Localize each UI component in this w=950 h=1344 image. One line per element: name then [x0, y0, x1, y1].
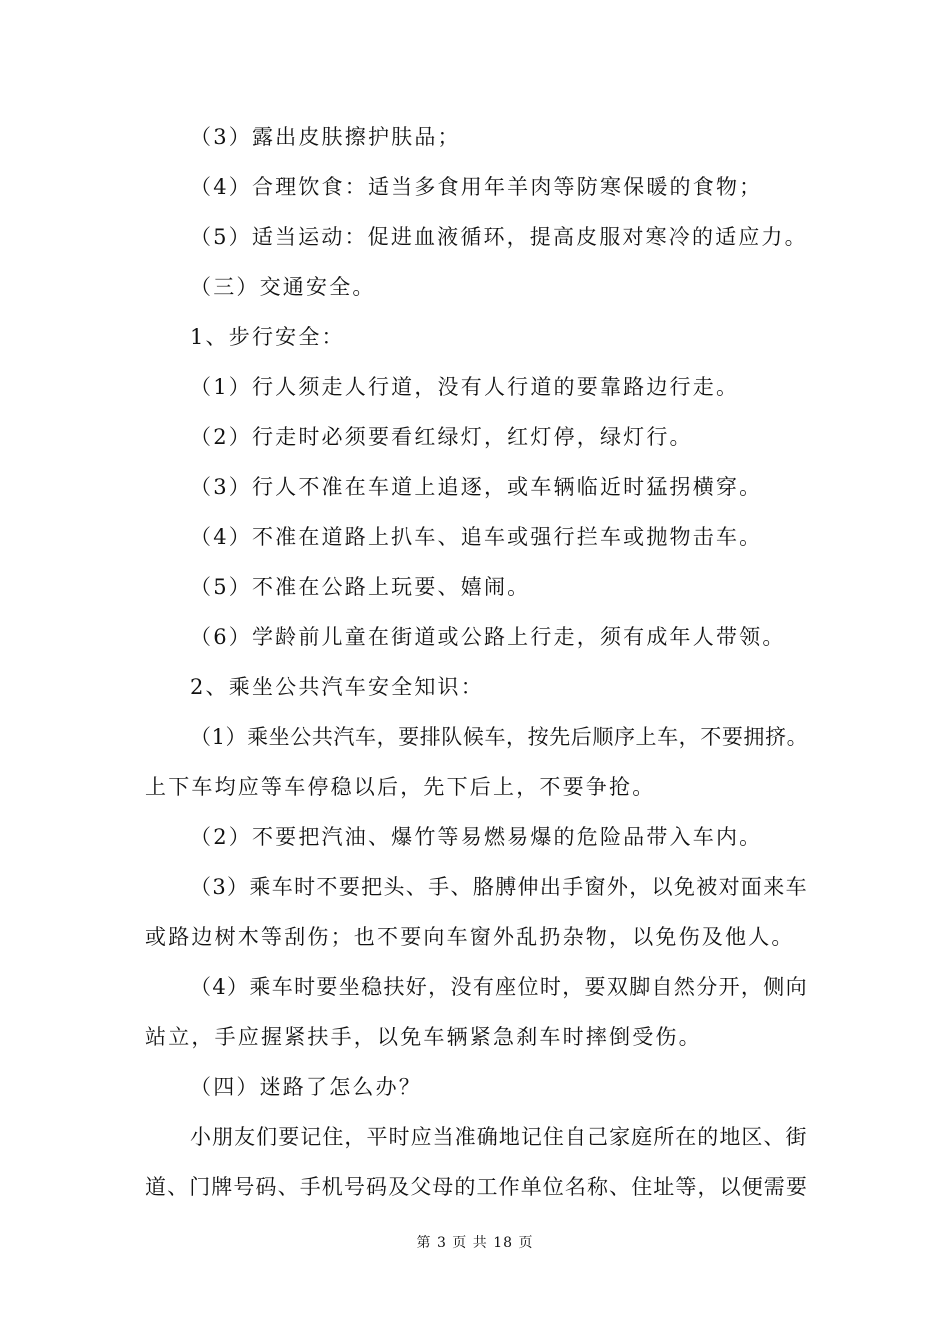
text-line: （1）行人须走人行道，没有人行道的要靠路边行走。 [190, 375, 740, 399]
text-line: （3）行人不准在车道上追逐，或车辆临近时猛拐横穿。 [190, 475, 763, 499]
text-line: （4）不准在道路上扒车、追车或强行拦车或抛物击车。 [190, 525, 763, 549]
section-heading: （四）迷路了怎么办？ [190, 1075, 422, 1099]
text-line: （5）不准在公路上玩要、嬉闹。 [190, 575, 531, 599]
text-line: （3）露出皮肤擦护肤品； [190, 125, 461, 149]
text-line: （1）乘坐公共汽车，要排队候车，按先后顺序上车，不要拥挤。 [190, 725, 809, 749]
text-line: 道、门牌号码、手机号码及父母的工作单位名称、住址等，以便需要 [145, 1175, 808, 1199]
subsection-heading: 2、乘坐公共汽车安全知识： [190, 675, 484, 699]
text-line: （4）合理饮食：适当多食用年羊肉等防寒保暖的食物； [190, 175, 763, 199]
page-number-footer: 第 3 页 共 18 页 [416, 1235, 534, 1251]
text-line: 或路边树木等刮伤；也不要向车窗外乱扔杂物，以免伤及他人。 [145, 925, 795, 949]
subsection-heading: 1、步行安全： [190, 325, 345, 349]
text-line: 小朋友们要记住，平时应当准确地记住自己家庭所在的地区、街 [190, 1125, 808, 1149]
text-line: （2）不要把汽油、爆竹等易燃易爆的危险品带入车内。 [190, 825, 763, 849]
text-line: 站立，手应握紧扶手，以免车辆紧急刹车时摔倒受伤。 [145, 1025, 702, 1049]
text-line: （4）乘车时要坐稳扶好，没有座位时，要双脚自然分开，侧向 [190, 975, 808, 999]
text-line: （3）乘车时不要把头、手、胳膊伸出手窗外，以免被对面来车 [190, 875, 808, 899]
section-heading: （三）交通安全。 [190, 275, 376, 299]
text-line: （6）学龄前儿童在街道或公路上行走，须有成年人带领。 [190, 625, 786, 649]
text-line: （5）适当运动：促进血液循环，提高皮服对寒冷的适应力。 [190, 225, 808, 249]
text-line: （2）行走时必须要看红绿灯，红灯停，绿灯行。 [190, 425, 693, 449]
text-line: 上下车均应等车停稳以后，先下后上，不要争抢。 [145, 775, 656, 799]
